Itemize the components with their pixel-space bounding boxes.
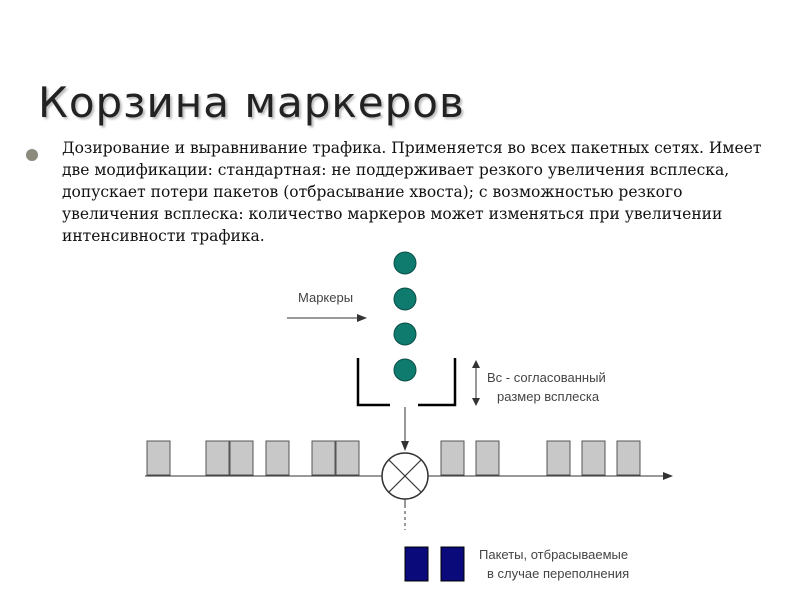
packet <box>147 441 170 475</box>
dropped-packet <box>405 547 428 581</box>
slide-title: Корзина маркеров <box>38 78 465 127</box>
packet <box>617 441 640 475</box>
bc-label-line2: размер всплеска <box>497 389 600 404</box>
packet <box>230 441 253 475</box>
token-1 <box>394 252 416 274</box>
token-2 <box>394 288 416 310</box>
tokens-label: Маркеры <box>298 290 354 305</box>
packet <box>476 441 499 475</box>
dropped-packet <box>441 547 464 581</box>
packet <box>441 441 464 475</box>
dropped-label-line2: в случае переполнения <box>487 566 630 581</box>
packet <box>266 441 289 475</box>
token-4 <box>394 359 416 381</box>
slide-body-text: Дозирование и выравнивание трафика. Применяется во всех пакетных сетях. Имеет две модификации: стандартная: не поддерживает резкого увеличения всплеска, допускает потери пакетов (отбрасывание хвоста); с возможностью резкого увеличения всплеска: количество маркеров может изменяться при увеличении интенсивности трафика. <box>62 139 762 245</box>
token-3 <box>394 323 416 345</box>
packet <box>547 441 570 475</box>
packet <box>312 441 335 475</box>
packet <box>206 441 229 475</box>
bc-label-line1: Bc - согласованный <box>487 370 606 385</box>
valve-icon <box>382 453 428 499</box>
packet <box>336 441 359 475</box>
packet <box>582 441 605 475</box>
dropped-label-line1: Пакеты, отбрасываемые <box>479 547 629 562</box>
